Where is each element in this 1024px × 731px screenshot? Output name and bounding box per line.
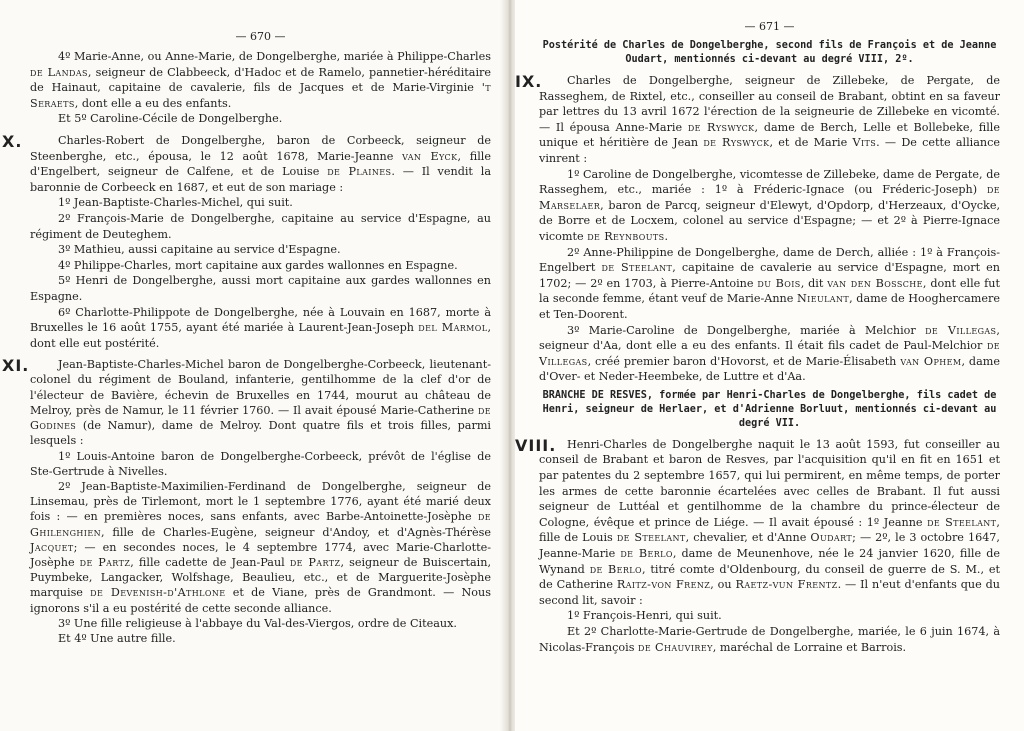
child-2: 2º Jean-Baptiste-Maximilien-Ferdinand de Dongelberghe, seigneur de Linsemau, près de Tirlemont, mort le 1 septembre 1776, ayant été marié deux fois : — en premières noces, sans enfants, avec Barbe-Antoinette-Josèphe de Ghilenghien, fille de Charles-Eugène, seigneur d'Andoy, et d'Agnès-Thérèse Jacquet; — en secondes noces, le 4 septembre 1774, avec Marie-Charlotte-Josèphe de Partz, fille cadette de Jean-Paul de Partz, seigneur de Buiscertain, Puymbeke, Langacker, Wolfshage, Beaulieu, etc., et de Marguerite-Josèphe marquise de Devenish-d'Athlone et de Viane, près de Grandmont. — Nous ignorons s'il a eu postérité de cette seconde alliance. [30, 479, 491, 615]
degree-numeral-ix: IX. [515, 72, 543, 91]
paragraph-jean-baptiste: Jean-Baptiste-Charles-Michel baron de Dongelberghe-Corbeeck, lieutenant-colonel du régiment de Bouland, infanterie, gentilhomme de la clef d'or de l'électeur de Bavière, échevin de Bruxelles en 1744, mourut au château de Melroy, près de Namur, le 11 février 1760. — Il avait épousé Marie-Catherine de Godines (de Namur), dame de Melroy. Dont quatre fils et trois filles, parmi lesquels : [30, 358, 491, 448]
left-page [0, 0, 505, 731]
child-3: 3º Une fille religieuse à l'abbaye du Val-des-Viergos, ordre de Citeaux. [58, 616, 457, 630]
entry-xi [2, 356, 491, 646]
child-3: 3º Mathieu, aussi capitaine au service d'Espagne. [58, 243, 341, 257]
child-2: Et 2º Charlotte-Marie-Gertrude de Dongelberghe, mariée, le 6 juin 1674, à Nicolas-François de Chauvirey, maréchal de Lorraine et Barrois. [539, 625, 1000, 654]
paragraph-charles-robert: Charles-Robert de Dongelberghe, baron de Corbeeck, seigneur de Steenberghe, etc., épousa, le 12 août 1678, Marie-Jeanne van Eyck, fille d'Engelbert, seigneur de Calfene, et de Louise de Plaines. — Il vendit la baronnie de Corbeeck en 1687, et eut de son mariage : [30, 133, 491, 194]
child-6: 6º Charlotte-Philippote de Dongelberghe, née à Louvain en 1687, morte à Bruxelles le 16 août 1755, ayant été mariée à Laurent-Jean-Joseph del Marmol, dont elle eut postérité. [30, 305, 491, 350]
child-5: 5º Henri de Dongelberghe, aussi mort capitaine aux gardes wallonnes en Espagne. [30, 274, 491, 303]
right-page-number: — 671 — [744, 20, 795, 33]
child-1: 1º Louis-Antoine baron de Dongelberghe-Corbeeck, prévôt de l'église de Ste-Gertrude à Nivelles. [30, 449, 491, 478]
child-4: Et 4º Une autre fille. [58, 631, 176, 645]
child-3: 3º Marie-Caroline de Dongelberghe, mariée à Melchior de Villegas, seigneur d'Aa, dont elle a eu des enfants. Il était fils cadet de Paul-Melchior de Villegas, créé premier baron d'Hovorst, et de Marie-Élisabeth van Ophem, dame d'Over- et Neder-Heembeke, de Luttre et d'Aa. [539, 323, 1000, 384]
paragraph-charles: Charles de Dongelberghe, seigneur de Zillebeke, de Pergate, de Rasseghem, de Rixtel, etc., conseiller au conseil de Brabant, obtint en sa faveur par lettres du 13 avril 1672 l'érection de la seigneurie de Zillebeke en vicomté. — Il épousa Anne-Marie de Ryswyck, dame de Berch, Lelle et Bollebeke, fille unique et héritière de Jean de Ryswyck, et de Marie Vits. — De cette alliance vinrent : [539, 74, 1000, 165]
paragraph-marie-anne: 4º Marie-Anne, ou Anne-Marie, de Dongelberghe, mariée à Philippe-Charles de Landas, seigneur de Clabbeeck, d'Hadoc et de Ramelo, pannetier-héréditaire de Hainaut, capitaine de cavalerie, fils de Jacques et de Marie-Virginie 't Seraets, dont elle a eu des enfants. [30, 50, 491, 110]
degree-numeral-xi: XI. [2, 356, 30, 376]
left-page-number: — 670 — [235, 30, 286, 43]
degree-numeral-viii: VIII. [515, 435, 557, 455]
paragraph-caroline-cecile: Et 5º Caroline-Cécile de Dongelberghe. [58, 112, 283, 126]
paragraph-henri-charles: Henri-Charles de Dongelberghe naquit le 13 août 1593, fut conseiller au conseil de Brabant et baron de Resves, par l'acquisition qu'il en fit en 1651 et par patentes du 2 septembre 1657, qui lui permirent, en même temps, de porter les armes de cette baronnie écartelées avec celles de Brabant. Il fut aussi seigneur de Luttéal et gentilhomme de la chambre du prince-électeur de Cologne, évêque et prince de Liége. — Il avait épousé : 1º Jeanne de Steelant, fille de Louis de Steelant, chevalier, et d'Anne Oudart; — 2º, le 3 octobre 1647, Jeanne-Marie de Berlo, dame de Meunenhove, née le 24 janvier 1620, fille de Wynand de Berlo, titré comte d'Oldenbourg, du conseil de guerre de S. M., et de Catherine Raitz-von Frenz, ou Raetz-vun Frentz. — Il n'eut d'enfants que du second lit, savoir : [539, 437, 1001, 607]
child-1: 1º François-Henri, qui suit. [567, 609, 722, 623]
entry-viii [515, 435, 1001, 655]
entry-ix [515, 72, 1001, 385]
child-2: 2º François-Marie de Dongelberghe, capitaine au service d'Espagne, au régiment de Deuteghem. [30, 211, 491, 241]
section-heading-branche-de-resves: BRANCHE DE RESVES, formée par Henri-Charles de Dongelberghe, fils cadet de Henri, seigneur de Herlaer, et d'Adrienne Borluut, mentionnés ci-devant au degré VII. [542, 389, 997, 429]
child-1: 1º Caroline de Dongelberghe, vicomtesse de Zillebeke, dame de Pergate, de Rasseghem, etc., mariée : 1º à Fréderic-Ignace (ou Fréderic-Joseph) de Marselaer, baron de Parcq, seigneur d'Elewyt, d'Opdorp, d'Herzeaux, d'Oycke, de Borre et de Locxem, colonel au service d'Espagne; — et 2º à Pierre-Ignace vicomte de Reynbouts. [539, 167, 1000, 243]
child-4: 4º Philippe-Charles, mort capitaine aux gardes wallonnes en Espagne. [58, 258, 458, 272]
child-1: 1º Jean-Baptiste-Charles-Michel, qui suit. [58, 196, 293, 210]
child-2: 2º Anne-Philippine de Dongelberghe, dame de Derch, alliée : 1º à François-Engelbert de Steelant, capitaine de cavalerie au service d'Espagne, mort en 1702; — 2º en 1703, à Pierre-Antoine du Bois, dit van den Bossche, dont elle fut la seconde femme, étant veuf de Marie-Anne Nieulant, dame de Hooghercamere et Ten-Doorent. [539, 245, 1001, 321]
right-page [515, 0, 1024, 731]
section-heading-posterite: Postérité de Charles de Dongelberghe, second fils de François et de Jeanne Oudart, mentionnés ci-devant au degré VIII, 2º. [542, 40, 997, 65]
entry-x [2, 131, 491, 351]
degree-numeral-x: X. [2, 131, 23, 151]
